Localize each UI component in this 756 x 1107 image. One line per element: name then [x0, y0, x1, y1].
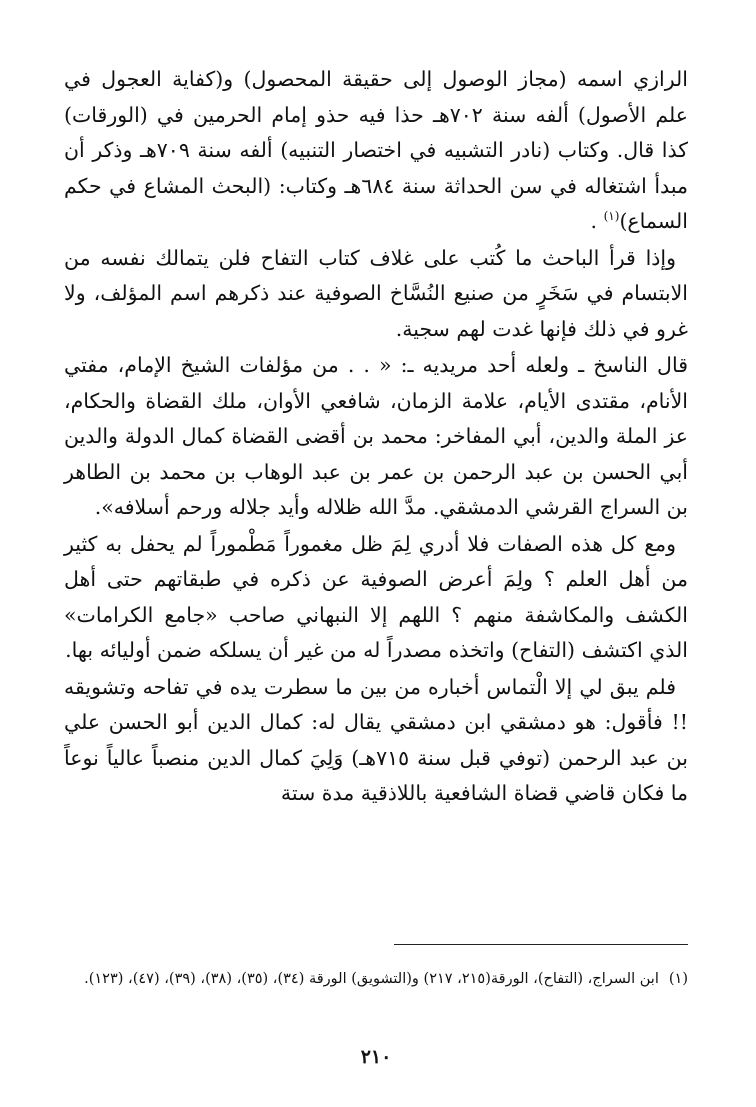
paragraph-1: [64, 62, 688, 240]
paragraph-2: وإذا قرأ الباحث ما كُتب على غلاف كتاب التفاح فلن يتمالك نفسه من الابتسام في سَخَرٍ من صنيع النُسَّاخ الصوفية عند ذكرهم اسم المؤلف، ولا غرو في ذلك فإنها غدت لهم سجية.: [64, 245, 688, 341]
main-text: [64, 62, 688, 812]
paragraph-4: ومع كل هذه الصفات فلا أدري لِمَ ظل مغموراً مَطْموراً لم يحفل به كثير من أهل العلم ؟ ولِمَ أعرض الصوفية عن ذكره في طبقاتهم حتى أهل الكشف والمكاشفة منهم ؟ اللهم إلا النبهاني صاحب «جامع الكرامات» الذي اكتشف (التفاح) واتخذه مصدراً له من غير أن يسلكه ضمن أوليائه بها.: [64, 531, 688, 662]
book-page: [64, 62, 688, 1068]
footnote-divider: [394, 944, 688, 945]
paragraph-1-text: الرازي اسمه (مجاز الوصول إلى حقيقة المحصول) و(كفاية العجول في علم الأصول) ألفه سنة ٧٠٢هـ حذا فيه حذو إمام الحرمين في (الورقات) كذا قال. وكتاب (نادر التشبيه في اختصار التنبيه) ألفه سنة ٧٠٩هـ وذكر أن مبدأ اشتغاله في سن الحداثة سنة ٦٨٤هـ وكتاب: (البحث المشاع في حكم السماع): [64, 67, 688, 233]
footnote-number: (١): [668, 971, 688, 987]
paragraph-5: فلم يبق لي إلا الْتماس أخباره من بين ما سطرت يده في تفاحه وتشويقه !! فأقول: هو دمشقي ابن دمشقي يقال له: كمال الدين أبو الحسن علي بن عبد الرحمن (توفي قبل سنة ٧١٥هـ) وَلِيَ كمال الدين منصباً عالياً نوعاً ما فكان قاضي قضاة الشافعية باللاذقية مدة ستة: [64, 674, 688, 805]
footnote-text: ابن السراج، (التفاح)، الورقة(٢١٥، ٢١٧) و(التشويق) الورقة (٣٤)، (٣٥)، (٣٨)، (٣٩)، (٤٧)، (١٢٣).: [84, 971, 659, 987]
paragraph-1-end: .: [590, 209, 598, 233]
page-number: ٢١٠: [360, 1046, 392, 1068]
paragraph-3: قال الناسخ ـ ولعله أحد مريديه ـ: « . . من مؤلفات الشيخ الإمام، مفتي الأنام، مقتدى الأيام، علامة الزمان، شافعي الأوان، ملك القضاة والحكام، عز الملة والدين، أبي المفاخر: محمد بن أقضى القضاة كمال الدولة والدين أبي الحسن بن عبد الرحمن بن عمر بن عبد الوهاب بن محمد بن الطاهر بن السراج القرشي الدمشقي. مدَّ الله ظلاله وأيد جلاله ورحم أسلافه».: [64, 353, 688, 519]
footnote: [64, 966, 688, 992]
footnote-reference: (١): [603, 209, 620, 224]
